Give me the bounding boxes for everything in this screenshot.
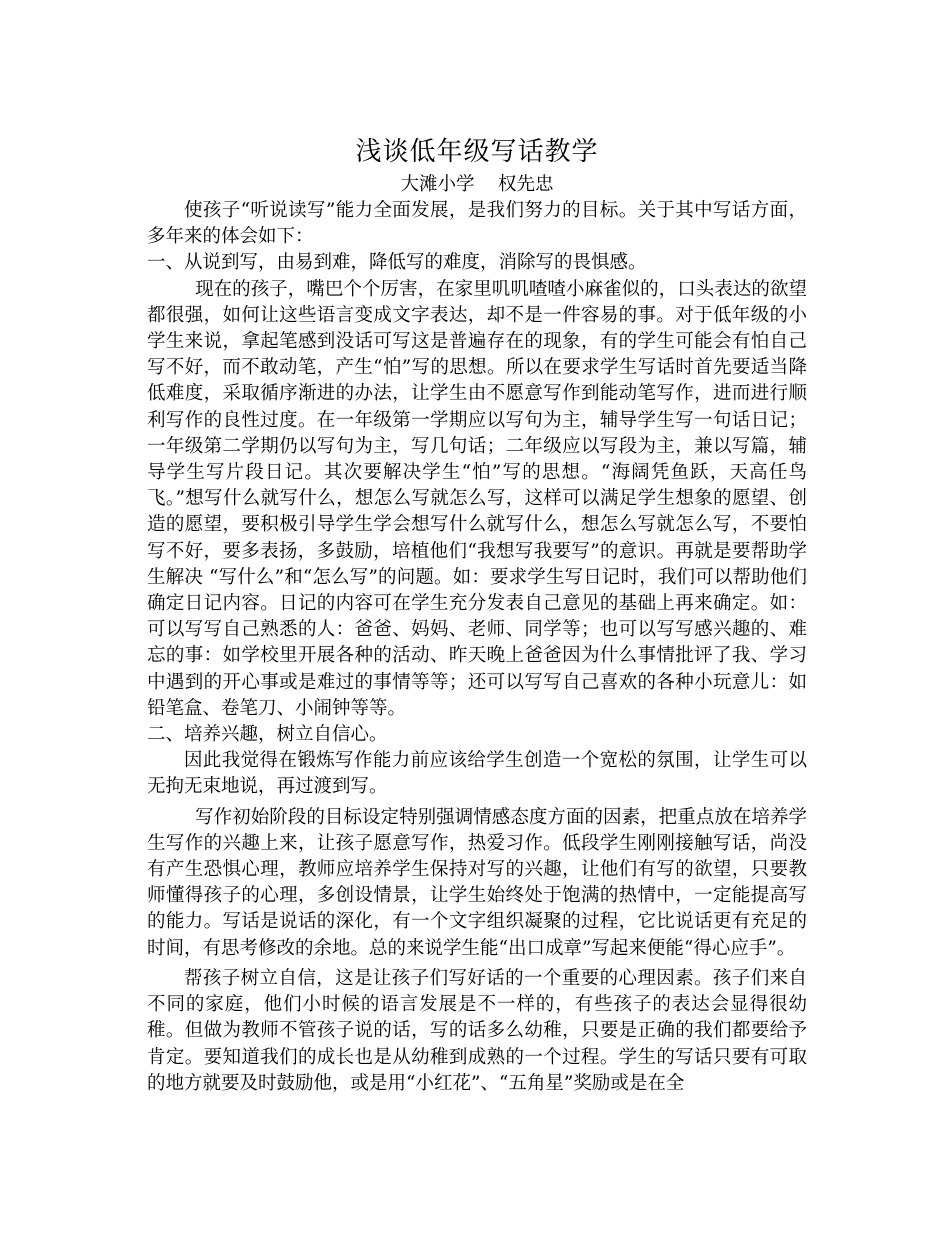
body-paragraph: 帮孩子树立自信，这是让孩子们写好话的一个重要的心理因素。孩子们来自不同的家庭，他们小时候的语言发展是不一样的，有些孩子的表达会显得很幼稚。但做为教师不管孩子说的话，写的话多么幼稚，只要是正确的我们都要给予肯定。要知道我们的成长也是从幼稚到成熟的一个过程。学生的写话只要有可取的地方就要及时鼓励他，或是用“小红花”、“五角星”奖励或是在全 bbox=[147, 967, 807, 1094]
article bbox=[147, 132, 807, 1097]
article-body bbox=[147, 198, 807, 1097]
body-paragraph: 写作初始阶段的目标设定特别强调情感态度方面的因素，把重点放在培养学生写作的兴趣上来，让孩子愿意写作，热爱习作。低段学生刚刚接触写话，尚没有产生恐惧心理，教师应培养学生保持对写的兴趣，让他们有写的欲望，只要教师懂得孩子的心理，多创设情景，让学生始终处于饱满的热情中，一定能提高写的能力。写话是说话的深化，有一个文字组织凝聚的过程，它比说话更有充足的时间，有思考修改的余地。总的来说学生能“出口成章”写起来便能“得心应手”。 bbox=[147, 806, 807, 959]
section-heading-1: 一、从说到写，由易到难，降低写的难度，消除写的畏惧感。 bbox=[147, 252, 647, 274]
body-paragraph: 现在的孩子，嘴巴个个厉害，在家里叽叽喳喳小麻雀似的，口头表达的欲望都很强，如何让这些语言变成文字表达，却不是一件容易的事。对于低年级的小学生来说，拿起笔感到没话可写这是普遍存在的现象，有的学生可能会有怕自己写不好，而不敢动笔，产生“怕”写的思想。所以在要求学生写话时首先要适当降低难度，采取循序渐进的办法，让学生由不愿意写作到能动笔写作，进而进行顺利写作的良性过度。在一年级第一学期应以写句为主，辅导学生写一句话日记；一年级第二学期仍以写句为主，写几句话；二年级应以写段为主，兼以写篇，辅导学生写片段日记。其次要解决学生“怕”写的思想。“海阔凭鱼跃，天高任鸟飞。”想写什么就写什么，想怎么写就怎么写，这样可以满足学生想象的愿望、创造的愿望，要积极引导学生学会想写什么就写什么，想怎么写就怎么写，不要怕写不好，要多表扬，多鼓励，培植他们“我想写我要写”的意识。再就是要帮助学生解决 “写什么”和“怎么写”的问题。如：要求学生写日记时，我们可以帮助他们确定日记内容。日记的内容可在学生充分发表自己意见的基础上再来确定。如：可以写写自己熟悉的人：爸爸、妈妈、老师、同学等；也可以写写感兴趣的、难忘的事：如学校里开展各种的活动、昨天晚上爸爸因为什么事情批评了我、学习中遇到的开心事或是难过的事情等等；还可以写写自己喜欢的各种小玩意儿：如铅笔盒、卷笔刀、小闹钟等等。 bbox=[147, 278, 807, 719]
author-line: 大滩小学 权先忠 bbox=[400, 174, 554, 195]
article-title: 浅谈低年级写话教学 bbox=[355, 137, 599, 167]
intro-paragraph: 使孩子“听说读写”能力全面发展，是我们努力的目标。关于其中写话方面，多年来的体会如下： bbox=[147, 200, 807, 248]
section-heading-2: 二、培养兴趣，树立自信心。 bbox=[147, 724, 388, 746]
body-paragraph: 因此我觉得在锻炼写作能力前应该给学生创造一个宽松的氛围，让学生可以无拘无束地说，再过渡到写。 bbox=[147, 750, 807, 798]
